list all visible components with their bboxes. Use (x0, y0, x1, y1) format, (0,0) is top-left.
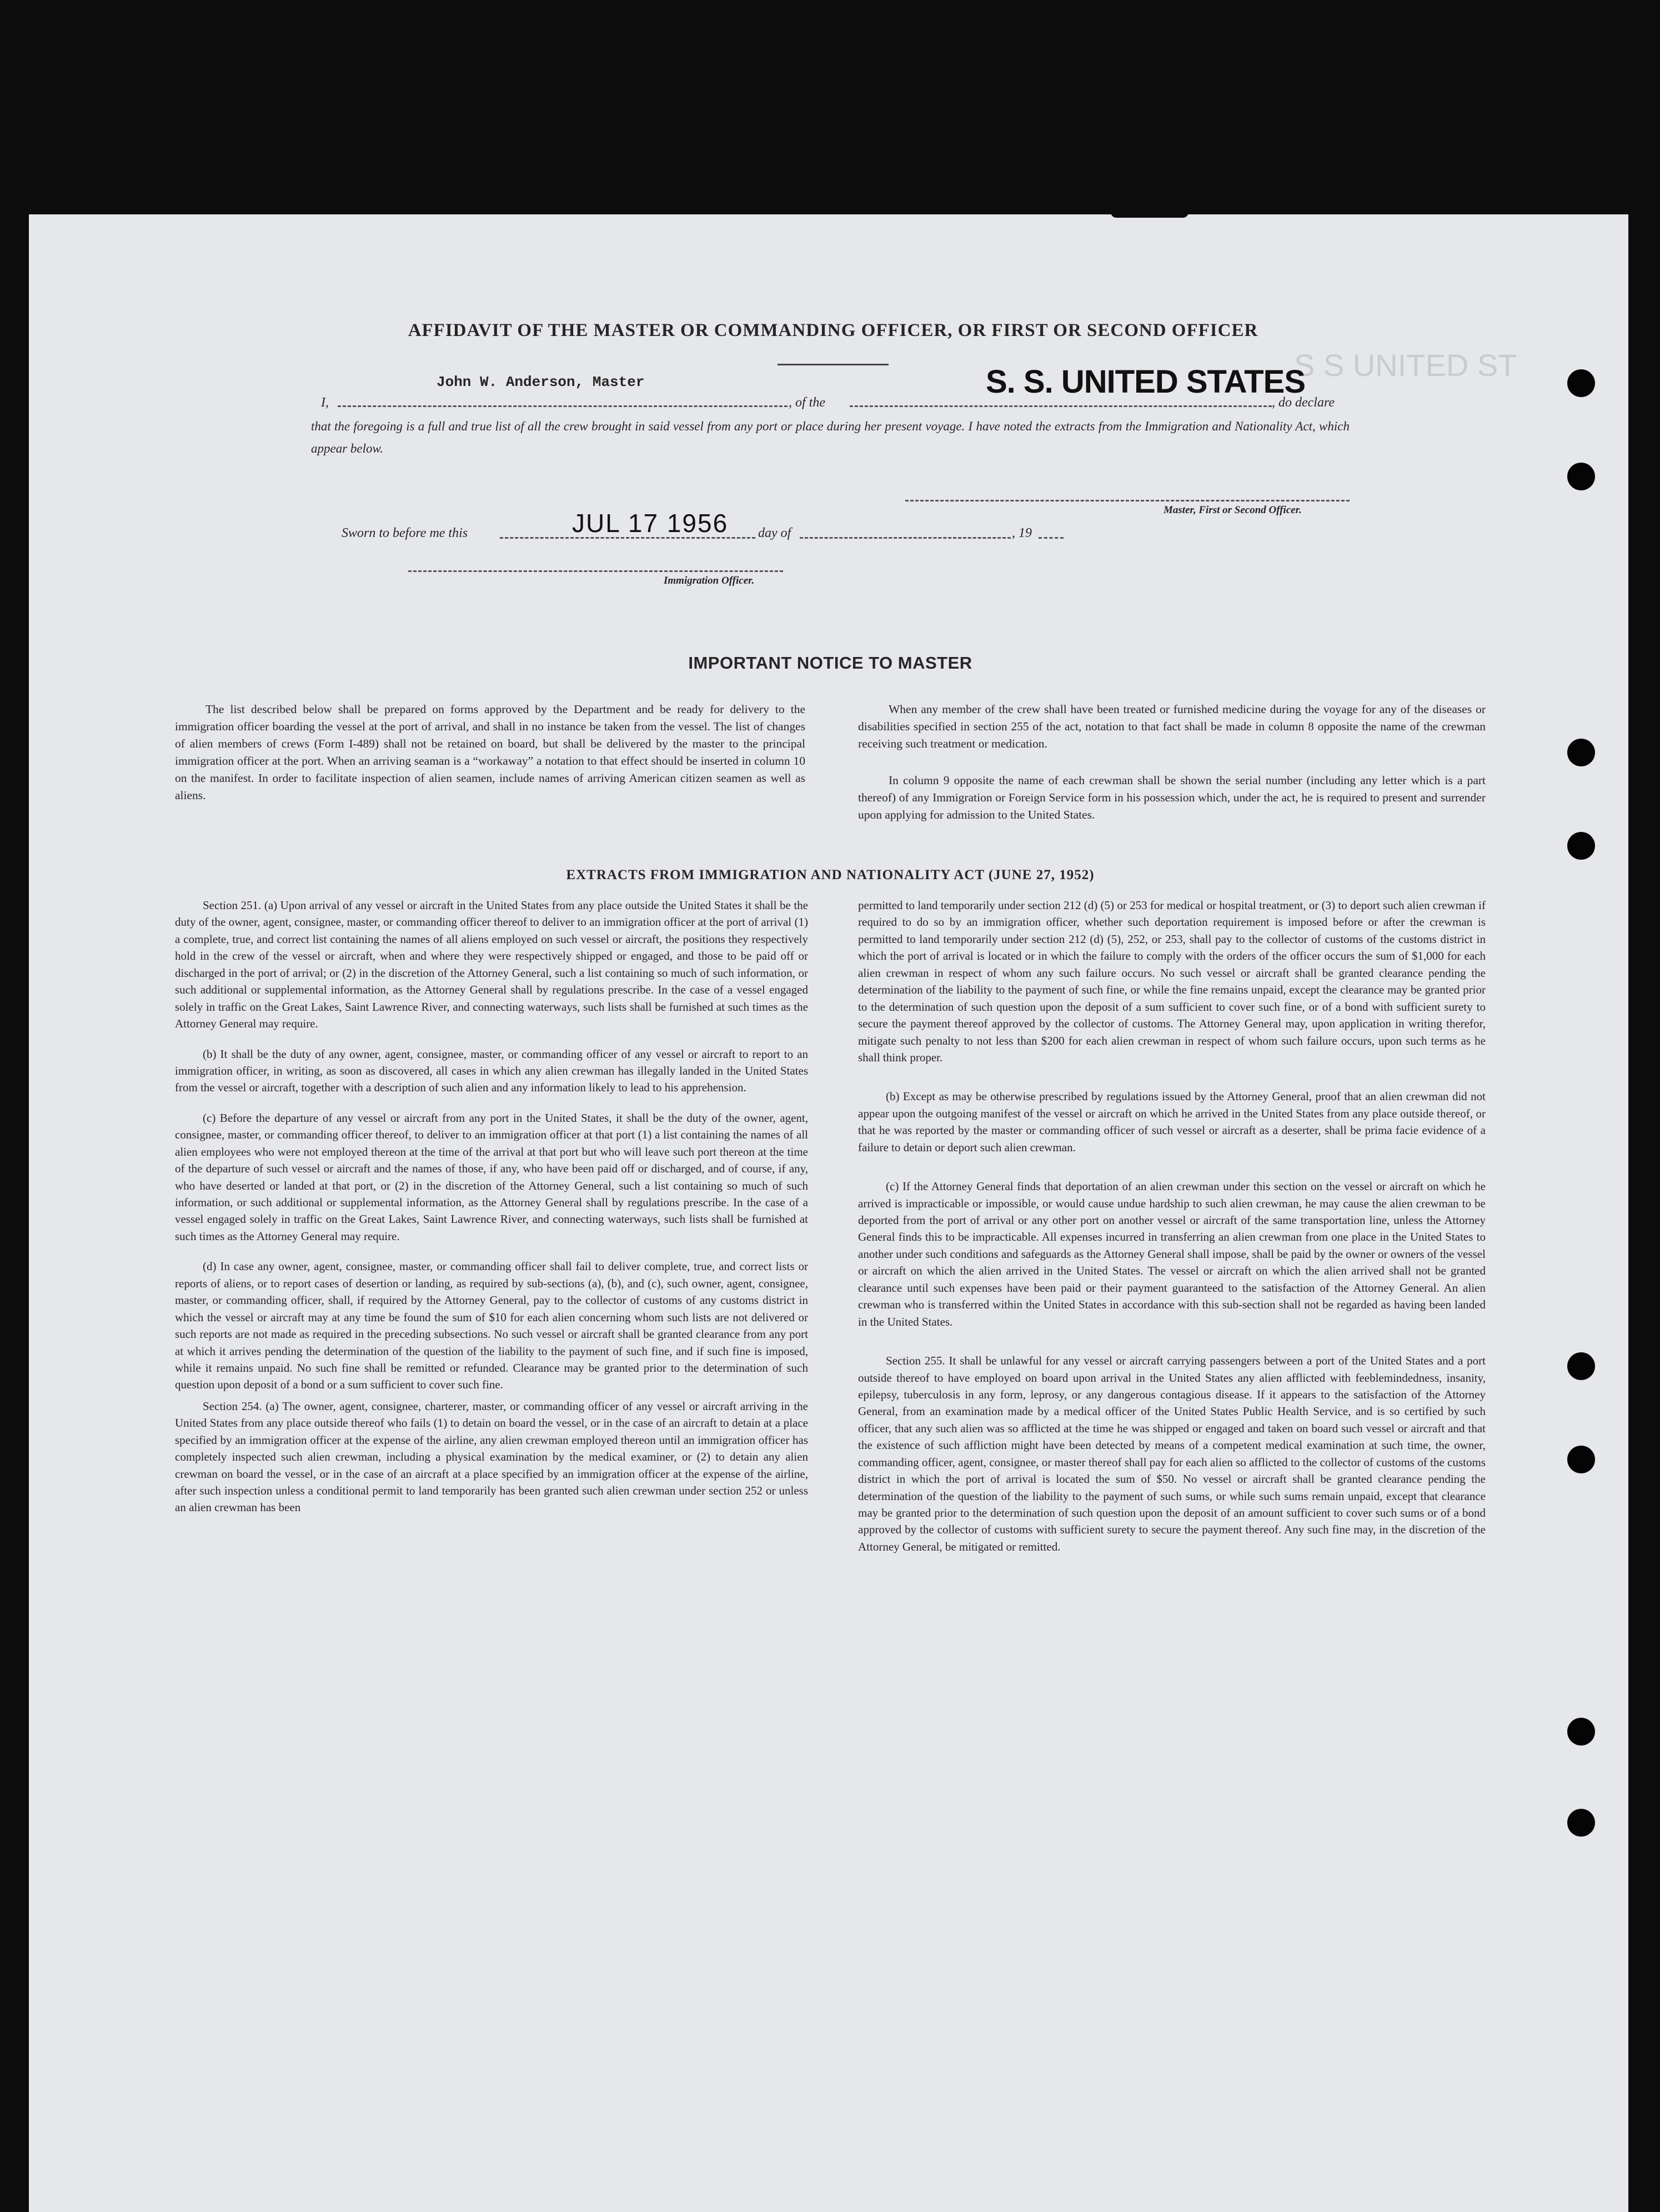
notice-left-text: The list described below shall be prepared on forms approved by the Department and be ready for delivery to the immigration officer boarding the vessel at the port of arrival, and shall in no instance be taken from the vessel. The list of changes of alien members of crews (Form I-489) shall not be retained on board, but shall be delivered by the master to the principal immigration officer at the port. When an arriving seaman is a “workaway” a notation to that effect should be inserted in column 10 on the manifest. In order to facilitate inspection of alien seamen, include names of arriving American citizen seamen as well as aliens. (175, 703, 805, 802)
master-name-field: John W. Anderson, Master (437, 374, 645, 390)
punch-hole (1567, 832, 1595, 860)
master-signature-line (905, 500, 1350, 501)
day-of-label: day of (758, 526, 791, 540)
section-251-c: (c) Before the departure of any vessel or aircraft from any port in the United States, it shall be the duty of the owner, agent, consignee, master, or commanding officer thereof, to deliver to an immigration officer at that port (1) a list containing the names of all alien employees who were not employed thereon at the time of the arrival at that port but who will leave such port thereon at the time of the departure of such vessel or aircraft and the names of those, if any, who have been paid off or discharged, and of course, if any, who have deserted or landed at that port, or (2) in the discretion of the Attorney General, such a list containing so much of such information, or such additional or supplemental information, as the Attorney General shall by regulations prescribe. In the case of a vessel engaged solely in traffic on the Great Lakes, Saint Lawrence River, and connecting waterways, such lists shall be furnished at such times as the Attorney General may require. (175, 1111, 808, 1243)
section-251-b: (b) It shall be the duty of any owner, agent, consignee, master, or commanding officer of any vessel or aircraft to report to an immigration officer, in writing, as soon as discovered, all cases in which any alien crewman has illegally landed in the United States from the vessel or aircraft, together with a description of such alien and any information likely to lead to his apprehension. (175, 1047, 808, 1095)
year-prefix-label: , 19 (1012, 526, 1032, 540)
punch-hole (1567, 463, 1595, 490)
section-254-b: (b) Except as may be otherwise prescribed by regulations issued by the Attorney General, proof that an alien crewman did not appear upon the outgoing manifest of the vessel or aircraft on which he arrived in the United States from any place outside thereof, or that he was reported by the master or commanding officer of such vessel or aircraft as a deserter, shall be prima facie evidence of a failure to detain or deport such alien crewman. (858, 1090, 1486, 1154)
officer-signature-line (408, 570, 783, 572)
month-line (800, 537, 1011, 539)
declaration-text: that the foregoing is a full and true list of all the crew brought in said vessel from any port or place during her present voyage. I have noted the extracts from the Immigration and Nationality Act, which appear below. (311, 419, 1350, 456)
do-declare-label: , do declare (1272, 395, 1335, 410)
punch-hole (1567, 1718, 1595, 1745)
punch-hole (1567, 369, 1595, 397)
section-254-a: Section 254. (a) The owner, agent, consignee, charterer, master, or commanding officer of any vessel or aircraft arriving in the United States from any place outside thereof who fails (1) to detain on board the vessel, or in the case of an aircraft to detain at a place specified by an immigration officer at the expense of the airline, any alien crewman employed thereon until an immigration officer has completely inspected such alien crewman, including a physical examination by the medical examiner, or (2) to detain any alien crewman on board the vessel, or in the case of an aircraft at a place specified by an immigration officer at the expense of the airline, after such inspection unless a conditional permit to land temporarily has been granted such alien crewman under section 252 or unless an alien crewman has been (175, 1399, 808, 1514)
section-255: Section 255. It shall be unlawful for any vessel or aircraft carrying passengers between a port of the United States and a port outside thereof to have employed on board upon arrival in the United States any alien afflicted with feeblemindedness, insanity, epilepsy, tuberculosis in any form, leprosy, or any dangerous contagious disease. If it appears to the satisfaction of the Attorney General, from an examination made by a medical officer of the United States Public Health Service, and is so certified by such officer, that any such alien was so afflicted at the time he was shipped or engaged and taken on board such vessel or aircraft and that the existence of such affliction might have been detected by means of a competent medical examination at such time, the owner, commanding officer, agent, consignee, or master thereof shall pay for each alien so afflicted to the collector of customs of the customs district in which the port of arrival is located the sum of $50. No vessel or aircraft shall be granted clearance pending the determination of the question of the liability to the payment of such sums, or while such sums remain unpaid, except that clearance may be granted prior to the determination of such question upon the deposit of an amount sufficient to cover such sums or of a bond approved by the collector of customs with sufficient surety to secure the payment thereof. Any such fine may, in the discretion of the Attorney General, be mitigated or remitted. (858, 1354, 1486, 1553)
punch-hole (1567, 1446, 1595, 1473)
vessel-name-stamp: S. S. UNITED STATES (986, 364, 1306, 400)
top-tab-mark (1111, 210, 1188, 218)
ghost-stamp-text: S S UNITED ST (1294, 348, 1517, 383)
vessel-line (850, 405, 1272, 407)
notice-title: IMPORTANT NOTICE TO MASTER (688, 653, 972, 673)
punch-hole (1567, 1352, 1595, 1380)
punch-hole (1567, 1809, 1595, 1837)
notice-right-text-2: In column 9 opposite the name of each crewman shall be shown the serial number (including any letter which is a part thereof) of any Immigration or Foreign Service form in his possession which, under the act, he is required to present and surrender upon applying for admission to the United States. (858, 774, 1486, 821)
punch-hole (1567, 739, 1595, 766)
section-251-a: Section 251. (a) Upon arrival of any vessel or aircraft in the United States from any place outside the United States it shall be the duty of the owner, agent, consignee, master, or commanding officer thereof to deliver to an immigration officer at the port of arrival (1) a complete, true, and correct list containing the names of all aliens employed on such vessel or aircraft, the positions they respectively hold in the crew of the vessel or aircraft, when and where they were respectively shipped or engaged, and those to be paid off or discharged in the port of arrival; or (2) in the discretion of the Attorney General, such a list containing so much of such information, or such additional or supplemental information, as the Attorney General shall by regulations prescribe. In the case of a vessel engaged solely in traffic on the Great Lakes, Saint Lawrence River, and connecting waterways, such lists shall be furnished at such times as the Attorney General may require. (175, 899, 808, 1031)
section-254-c: (c) If the Attorney General finds that deportation of an alien crewman under this section on the vessel or aircraft on which he arrived is impracticable or impossible, or would cause undue hardship to such alien crewman, he may cause the alien crewman to be deported from the port of arrival or any other port on another vessel or aircraft of the same transportation line, unless the Attorney General finds this to be impracticable. All expenses incurred in transferring an alien crewman from one place in the United States to another under such conditions and safeguards as the Attorney General shall impose, shall be paid by the owner or owners of the vessel or aircraft on which the alien arrived in the United States. The vessel or aircraft on which the alien arrived shall not be granted clearance until such expenses have been paid or their payment guaranteed to the satisfaction of the Attorney General. An alien crewman who is transferred within the United States in accordance with this sub-section shall not be regarded as having been landed in the United States. (858, 1180, 1486, 1328)
extracts-right-column (858, 897, 1486, 1568)
sworn-date-stamp: JUL 17 1956 (572, 509, 729, 538)
year-line (1039, 537, 1064, 539)
affidavit-title: AFFIDAVIT OF THE MASTER OR COMMANDING OFFICER, OR FIRST OR SECOND OFFICER (408, 320, 1258, 340)
of-the-label: , of the (789, 395, 825, 410)
title-underline (778, 364, 889, 365)
master-signature-label: Master, First or Second Officer. (1163, 504, 1302, 516)
section-251-d: (d) In case any owner, agent, consignee, master, or commanding officer shall fail to deliver complete, true, and correct lists or reports of aliens, or to report cases of desertion or landing, as required by sub-sections (a), (b), and (c), such owner, agent, consignee, master, or commanding officer, shall, if required by the Attorney General, pay to the collector of customs of any customs district in which the vessel or aircraft may at any time be found the sum of $10 for each alien concerning whom such lists are not delivered or such reports are not made as required in the preceding subsections. No such vessel or aircraft shall be granted clearance from any port at which it arrives pending the determination of the question of the liability to the payment of such fine, and if such fine is imposed, while it remains unpaid. No such fine shall be remitted or refunded. Clearance may be granted prior to the determination of such question upon deposit of a bond or a sum sufficient to cover such fine. (175, 1260, 808, 1392)
i-label: I, (321, 395, 329, 410)
name-line (338, 405, 788, 407)
officer-label: Immigration Officer. (664, 575, 755, 586)
extracts-title: EXTRACTS FROM IMMIGRATION AND NATIONALITY ACT (JUNE 27, 1952) (566, 867, 1095, 882)
sworn-label: Sworn to before me this (342, 526, 468, 540)
extracts-left-column (175, 897, 808, 1529)
notice-right-text-1: When any member of the crew shall have been treated or furnished medicine during the voyage for any of the diseases or disabilities specified in section 255 of the act, notation to that fact shall be made in column 8 opposite the name of the crewman receiving such treatment or medication. (858, 703, 1486, 750)
section-254-a-cont: permitted to land temporarily under section 212 (d) (5) or 253 for medical or hospital treatment, or (3) to deport such alien crewman if required to do so by an immigration officer, whether such deportation requirement is imposed before or after the crewman is permitted to land temporarily under section 212 (d) (5), 252, or 253, shall pay to the collector of customs of the customs district in which the port of arrival is located or in which the failure to comply with the orders of the officer occurs the sum of $1,000 for each alien crewman in respect of whom any such failure occurs. No such vessel or aircraft shall be granted clearance pending the determination of the liability to the payment of such fine, or while the fine remains unpaid, except the clearance may be granted prior to the determination of such question upon the deposit of a sum sufficient to cover such fine, or of a bond with sufficient surety to secure the payment thereof approved by the collector of customs. The Attorney General may, upon application in writing therefor, mitigate such penalty to not less than $200 for each alien crewman in respect of whom such failure occurs, upon such terms as he shall think proper. (858, 899, 1486, 1064)
